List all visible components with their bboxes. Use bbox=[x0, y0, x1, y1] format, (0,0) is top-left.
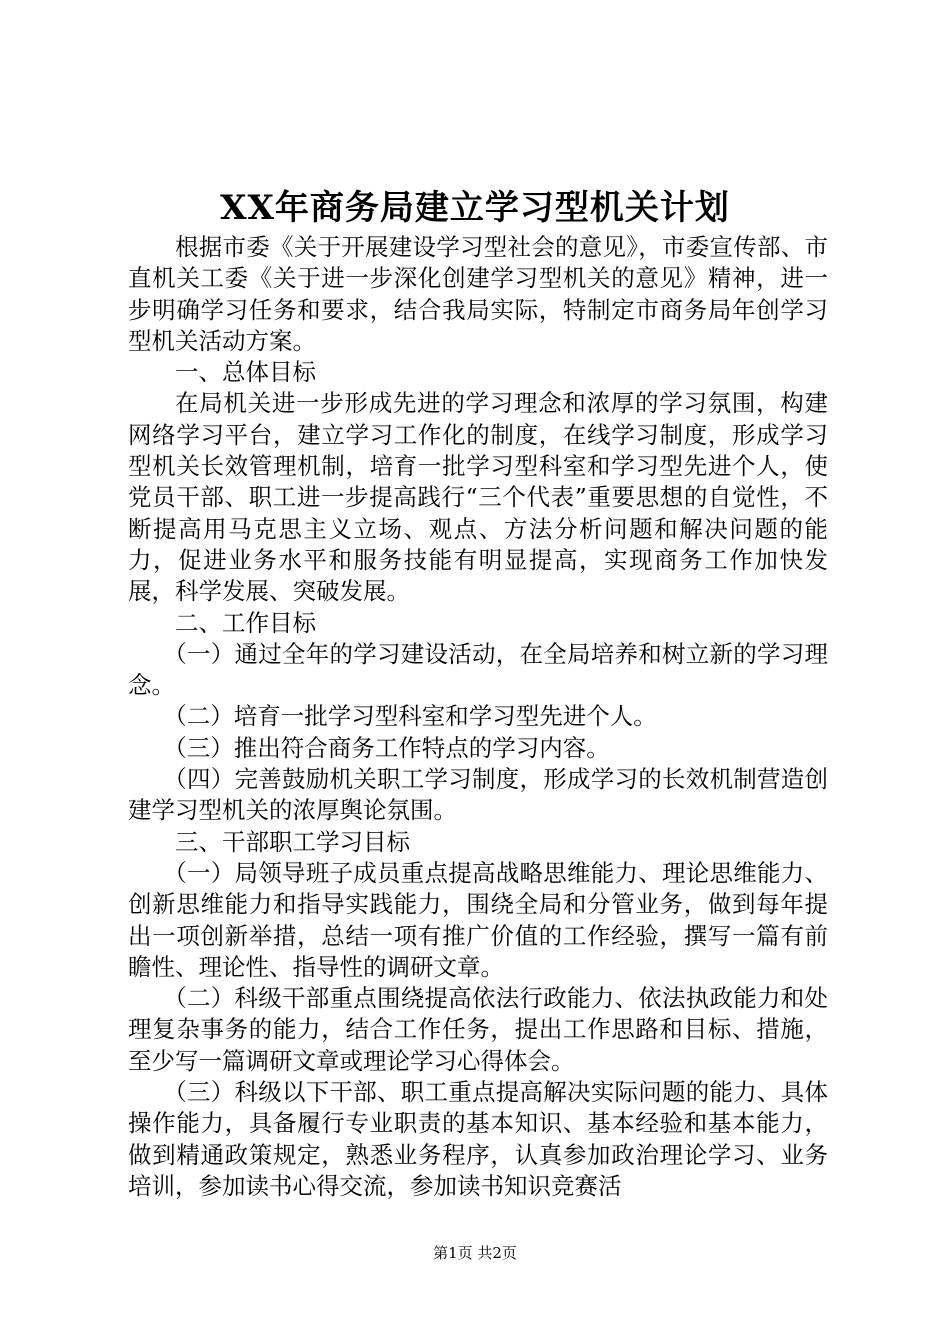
document-body bbox=[128, 232, 828, 1202]
list-item-staff-goal-2: （二）科级干部重点围绕提高依法行政能力、依法执政能力和处理复杂事务的能力，结合工作任务，提出工作思路和目标、措施，至少写一篇调研文章或理论学习心得体会。 bbox=[128, 984, 828, 1075]
heading-staff-goal: 三、干部职工学习目标 bbox=[175, 827, 410, 856]
list-item-staff-goal-3: （三）科级以下干部、职工重点提高解决实际问题的能力、具体操作能力，具备履行专业职责的基本知识、基本经验和基本能力，做到精通政策规定，熟悉业务程序，认真参加政治理论学习、业务培训，参加读书心得交流，参加读书知识竞赛活 bbox=[128, 1078, 828, 1200]
list-item-work-goal-3: （三）推出符合商务工作特点的学习内容。 bbox=[163, 733, 610, 762]
heading-work-goal: 二、工作目标 bbox=[175, 608, 316, 637]
paragraph-intro: 根据市委《关于开展建设学习型社会的意见》，市委宣传部、市直机关工委《关于进一步深化创建学习型机关的意见》精神，进一步明确学习任务和要求，结合我局实际，特制定市商务局年创学习型机关活动方案。 bbox=[128, 233, 828, 355]
list-item-work-goal-2: （二）培育一批学习型科室和学习型先进个人。 bbox=[163, 702, 657, 731]
heading-overall-goal: 一、总体目标 bbox=[175, 358, 316, 387]
paragraph-overall-goal: 在局机关进一步形成先进的学习理念和浓厚的学习氛围，构建网络学习平台，建立学习工作化的制度，在线学习制度，形成学习型机关长效管理机制，培育一批学习型科室和学习型先进个人，使党员干部、职工进一步提高践行“三个代表”重要思想的自觉性，不断提高用马克思主义立场、观点、方法分析问题和解决问题的能力，促进业务水平和服务技能有明显提高，实现商务工作加快发展，科学发展、突破发展。 bbox=[128, 389, 828, 606]
list-item-work-goal-4: （四）完善鼓励机关职工学习制度，形成学习的长效机制营造创建学习型机关的浓厚舆论氛围。 bbox=[128, 765, 828, 825]
document-title: XX年商务局建立学习型机关计划 bbox=[220, 188, 730, 228]
list-item-work-goal-1: （一）通过全年的学习建设活动，在全局培养和树立新的学习理念。 bbox=[128, 639, 828, 700]
page-number-footer: 第1页 共2页 bbox=[433, 1244, 517, 1262]
list-item-staff-goal-1: （一）局领导班子成员重点提高战略思维能力、理论思维能力、创新思维能力和指导实践能力，围绕全局和分管业务，做到每年提出一项创新举措，总结一项有推广价值的工作经验，撰写一篇有前瞻性、理论性、指导性的调研文章。 bbox=[128, 858, 828, 981]
